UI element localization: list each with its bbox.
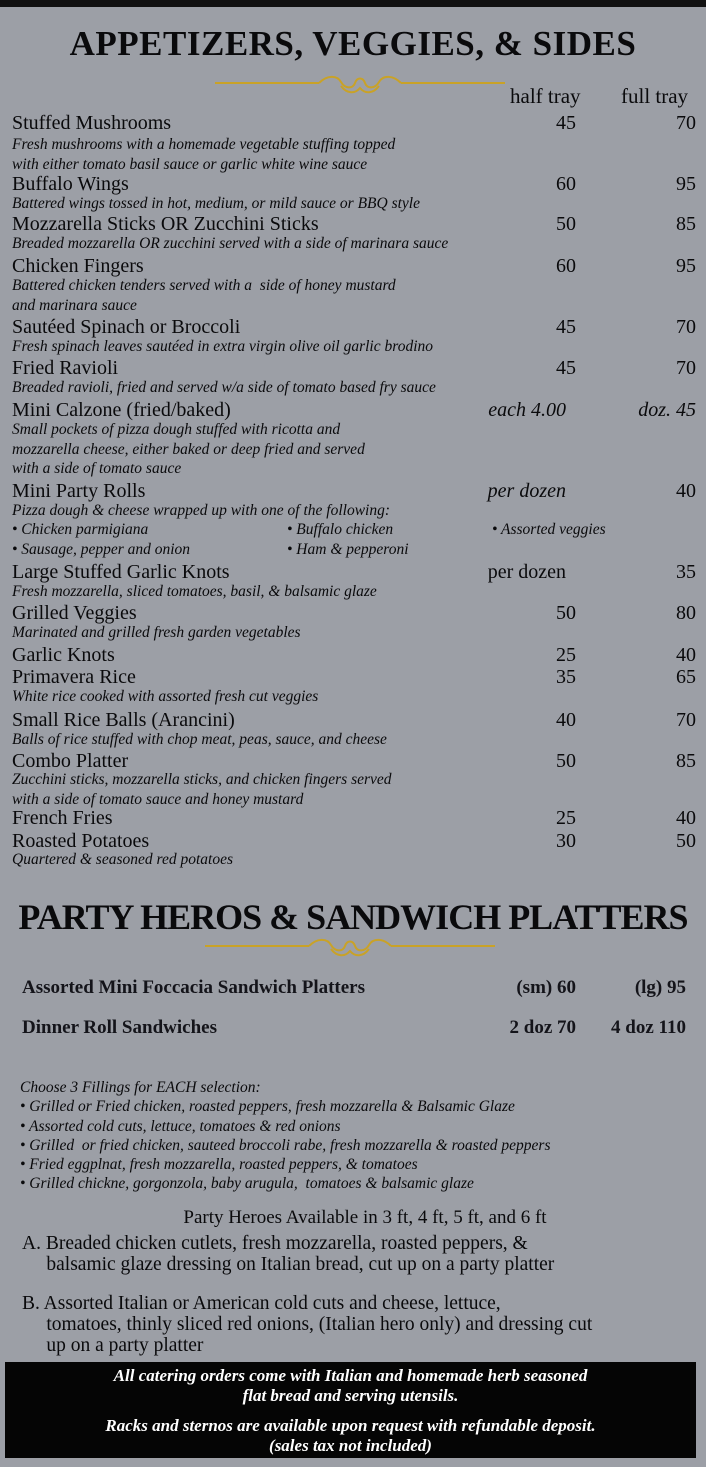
full-tray-price: 35: [676, 561, 696, 583]
item-description: Marinated and grilled fresh garden vegetables: [12, 624, 301, 641]
half-tray-price: 45: [556, 316, 576, 338]
half-tray-header: half tray: [510, 84, 581, 108]
platter-name: Dinner Roll Sandwiches: [22, 1017, 217, 1038]
each-price: each 4.00: [488, 399, 566, 421]
platter-4doz-price: 4 doz 110: [611, 1017, 686, 1038]
per-dozen-label: per dozen: [487, 480, 566, 502]
half-tray-price: 25: [556, 644, 576, 666]
footer-bread-note: All catering orders come with Italian and homemade herb seasoned flat bread and serving utensils.: [113, 1366, 588, 1405]
item-description: Battered wings tossed in hot, medium, or mild sauce or BBQ style: [12, 195, 420, 212]
item-name: Buffalo Wings: [12, 173, 129, 195]
item-name: Small Rice Balls (Arancini): [12, 709, 235, 731]
item-description: Battered chicken tenders served with a side of honey mustard and marinara sauce: [12, 277, 396, 314]
half-tray-price: 40: [556, 709, 576, 731]
item-description: Breaded mozzarella OR zucchini served with a side of marinara sauce: [12, 235, 449, 252]
item-name: Primavera Rice: [12, 666, 136, 688]
fillings-list: Choose 3 Fillings for EACH selection: • Grilled or Fried chicken, roasted peppers, fresh mozzarella & Balsamic Glaze • Assorted cold cuts, lettuce, tomatoes & red onions • Grilled or fried chicken, sauteed broccoli rabe, fresh mozzarella & roasted peppers • Fried eggplnat, fresh mozzarella, roasted peppers, & tomatoes • Grilled chickne, gorgonzola, baby arugula, tomatoes & balsamic glaze: [20, 1079, 551, 1193]
item-name: Fried Ravioli: [12, 357, 119, 379]
item-name: Mini Calzone (fried/baked): [12, 399, 231, 421]
item-name: Mozzarella Sticks OR Zucchini Sticks: [12, 213, 319, 235]
item-name: Large Stuffed Garlic Knots: [12, 561, 230, 583]
hero-option-b: B. Assorted Italian or American cold cuts and cheese, lettuce, tomatoes, thinly sliced red onions, (Italian hero only) and dressing cut up on a party platter: [22, 1293, 593, 1356]
full-tray-header: full tray: [621, 84, 689, 108]
section-title-appetizers: APPETIZERS, VEGGIES, & SIDES: [69, 24, 637, 63]
full-tray-price: 70: [676, 709, 696, 731]
full-tray-price: 40: [676, 644, 696, 666]
half-tray-price: 50: [556, 602, 576, 624]
half-tray-price: 35: [556, 666, 576, 688]
item-description: Balls of rice stuffed with chop meat, peas, sauce, and cheese: [12, 731, 387, 748]
per-dozen-label: per dozen: [487, 561, 566, 583]
platter-2doz-price: 2 doz 70: [509, 1017, 576, 1038]
section-title-party-heros: PARTY HEROS & SANDWICH PLATTERS: [18, 897, 688, 937]
half-tray-price: 60: [556, 173, 576, 195]
half-tray-price: 50: [556, 213, 576, 235]
half-tray-price: 30: [556, 830, 576, 852]
party-roll-option: • Assorted veggies: [492, 521, 606, 538]
footer-racks-note: Racks and sternos are available upon request with refundable deposit. (sales tax not included): [105, 1416, 596, 1455]
full-tray-price: 65: [676, 666, 696, 688]
item-name: Garlic Knots: [12, 644, 115, 666]
item-description: Small pockets of pizza dough stuffed with ricotta and mozzarella cheese, either baked or deep fried and served with a side of tomato sauce: [12, 421, 365, 477]
item-description: Fresh mushrooms with a homemade vegetable stuffing topped with either tomato basil sauce or garlic white wine sauce: [12, 136, 396, 173]
party-roll-option: • Ham & pepperoni: [287, 541, 409, 558]
item-name: French Fries: [12, 807, 113, 829]
footer-notice: [5, 1362, 696, 1458]
item-name: Chicken Fingers: [12, 255, 144, 277]
item-description: Pizza dough & cheese wrapped up with one of the following:: [12, 502, 390, 519]
half-tray-price: 25: [556, 807, 576, 829]
full-tray-price: 50: [676, 830, 696, 852]
gold-ornament-divider: [215, 72, 505, 96]
party-roll-option: • Chicken parmigiana: [12, 521, 149, 538]
platter-name: Assorted Mini Foccacia Sandwich Platters: [22, 977, 366, 998]
full-tray-price: 40: [676, 807, 696, 829]
item-description: Zucchini sticks, mozzarella sticks, and chicken fingers served with a side of tomato sauce and honey mustard: [12, 771, 392, 808]
party-roll-option: • Buffalo chicken: [287, 521, 394, 538]
item-description: Fresh spinach leaves sautéed in extra virgin olive oil garlic brodino: [12, 338, 434, 355]
item-name: Grilled Veggies: [12, 602, 137, 624]
item-description: Fresh mozzarella, sliced tomatoes, basil, & balsamic glaze: [12, 583, 377, 600]
half-tray-price: 60: [556, 255, 576, 277]
half-tray-price: 45: [556, 357, 576, 379]
platter-large-price: (lg) 95: [634, 977, 686, 998]
dozen-price: doz. 45: [638, 399, 696, 421]
full-tray-price: 40: [676, 480, 696, 502]
item-name: Stuffed Mushrooms: [12, 112, 172, 134]
item-description: Quartered & seasoned red potatoes: [12, 851, 233, 868]
full-tray-price: 85: [676, 750, 696, 772]
full-tray-price: 95: [676, 173, 696, 195]
half-tray-price: 45: [556, 112, 576, 134]
half-tray-price: 50: [556, 750, 576, 772]
item-name: Mini Party Rolls: [12, 480, 146, 502]
item-name: Combo Platter: [12, 750, 129, 772]
item-name: Roasted Potatoes: [12, 830, 150, 852]
full-tray-price: 70: [676, 112, 696, 134]
item-description: White rice cooked with assorted fresh cut veggies: [12, 688, 319, 705]
gold-ornament-divider: [205, 935, 495, 959]
platter-small-price: (sm) 60: [516, 977, 576, 998]
full-tray-price: 85: [676, 213, 696, 235]
full-tray-price: 95: [676, 255, 696, 277]
top-border: [0, 0, 706, 7]
party-roll-option: • Sausage, pepper and onion: [12, 541, 191, 558]
full-tray-price: 80: [676, 602, 696, 624]
item-description: Breaded ravioli, fried and served w/a side of tomato based fry sauce: [12, 379, 436, 396]
item-name: Sautéed Spinach or Broccoli: [12, 316, 241, 338]
hero-option-a: A. Breaded chicken cutlets, fresh mozzarella, roasted peppers, & balsamic glaze dressing on Italian bread, cut up on a party platter: [22, 1233, 555, 1275]
party-heroes-sizes: Party Heroes Available in 3 ft, 4 ft, 5 ft, and 6 ft: [183, 1207, 547, 1228]
full-tray-price: 70: [676, 316, 696, 338]
full-tray-price: 70: [676, 357, 696, 379]
